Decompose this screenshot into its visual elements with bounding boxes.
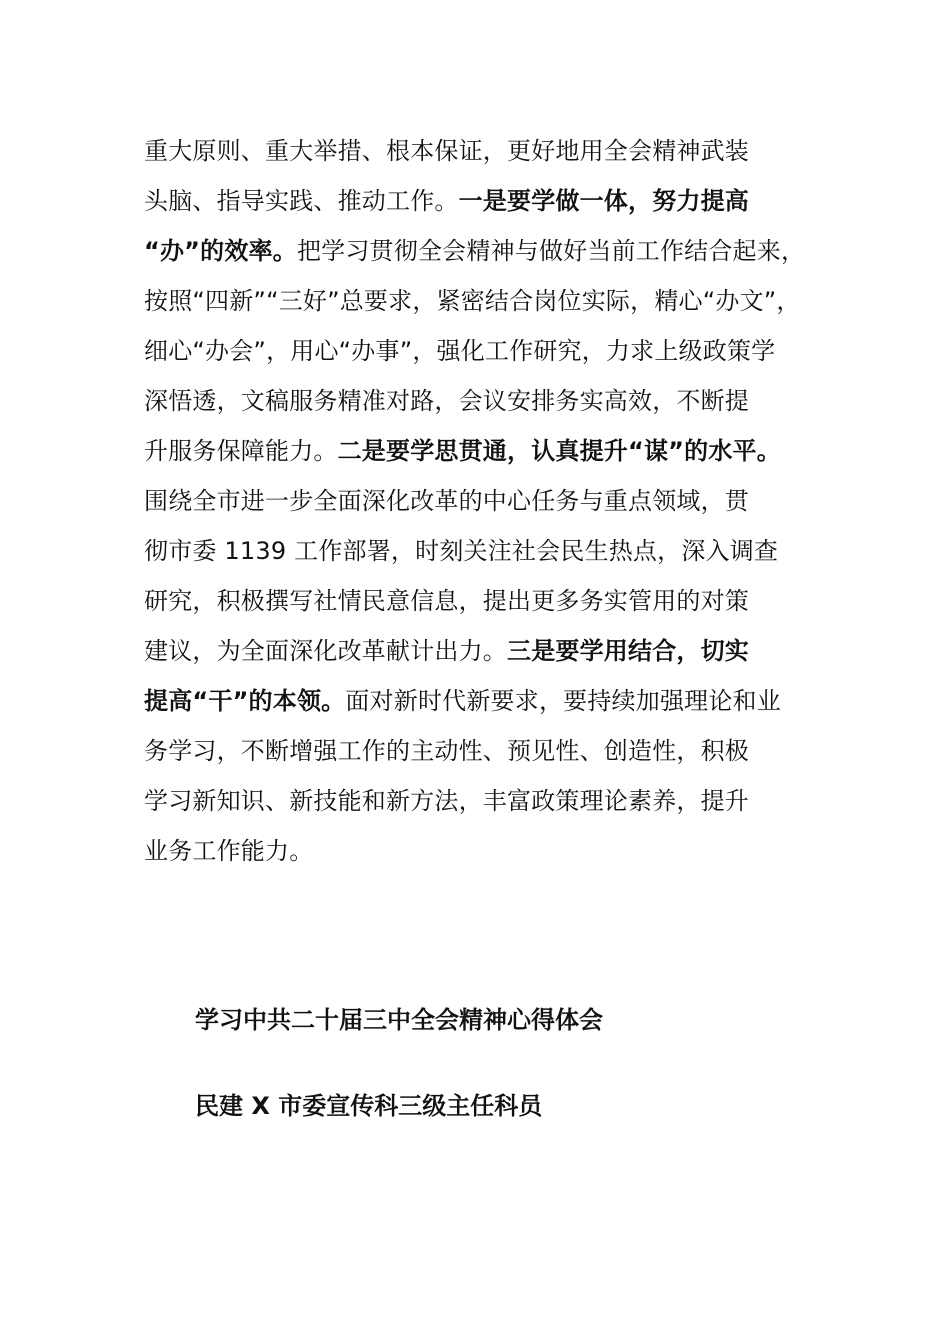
text-segment: 彻市委 1139 工作部署，时刻关注社会民生热点，深入调查 — [144, 537, 779, 565]
body-paragraph — [144, 126, 844, 876]
text-segment: 按照“四新”“三好”总要求，紧密结合岗位实际，精心“办文”， — [144, 287, 801, 315]
paragraph-line — [144, 576, 844, 626]
paragraph-line — [144, 476, 844, 526]
text-segment: 头脑、指导实践、推动工作。 — [144, 187, 459, 215]
text-segment: 升服务保障能力。 — [144, 437, 338, 465]
text-segment: 面对新时代新要求，要持续加强理论和业 — [345, 687, 781, 715]
paragraph-line — [144, 376, 844, 426]
text-segment: 细心“办会”，用心“办事”，强化工作研究，力求上级政策学 — [144, 337, 776, 365]
text-segment: 学习新知识、新技能和新方法，丰富政策理论素养，提升 — [144, 787, 749, 815]
paragraph-line — [144, 776, 844, 826]
text-segment: 业务工作能力。 — [144, 837, 314, 865]
text-segment: 围绕全市进一步全面深化改革的中心任务与重点领域，贯 — [144, 487, 749, 515]
bold-text-segment: 一是要学做一体，努力提高 — [458, 187, 750, 215]
bold-text-segment: 提高“干”的本领。 — [144, 687, 346, 715]
paragraph-line — [144, 826, 844, 876]
paragraph-line — [144, 526, 844, 576]
paragraph-line — [144, 226, 844, 276]
paragraph-line — [144, 326, 844, 376]
text-segment: 研究，积极撰写社情民意信息，提出更多务实管用的对策 — [144, 587, 749, 615]
paragraph-line — [144, 676, 844, 726]
article-title: 学习中共二十届三中全会精神心得体会 — [195, 1006, 603, 1034]
paragraph-line — [144, 176, 844, 226]
paragraph-line — [144, 276, 844, 326]
bold-text-segment: 三是要学用结合，切实 — [507, 637, 749, 665]
paragraph-line — [144, 126, 844, 176]
text-segment: 深悟透，文稿服务精准对路，会议安排务实高效，不断提 — [144, 387, 749, 415]
paragraph-line — [144, 626, 844, 676]
text-segment: 建议，为全面深化改革献计出力。 — [144, 637, 507, 665]
text-segment: 重大原则、重大举措、根本保证，更好地用全会精神武装 — [144, 137, 749, 165]
bold-text-segment: “办”的效率。 — [144, 237, 297, 265]
bold-text-segment: 二是要学思贯通，认真提升“谋”的水平。 — [337, 437, 781, 465]
paragraph-line — [144, 726, 844, 776]
text-segment: 把学习贯彻全会精神与做好当前工作结合起来， — [296, 237, 806, 265]
paragraph-line — [144, 426, 844, 476]
author-line: 民建 X 市委宣传科三级主任科员 — [195, 1092, 543, 1120]
text-segment: 务学习，不断增强工作的主动性、预见性、创造性，积极 — [144, 737, 749, 765]
